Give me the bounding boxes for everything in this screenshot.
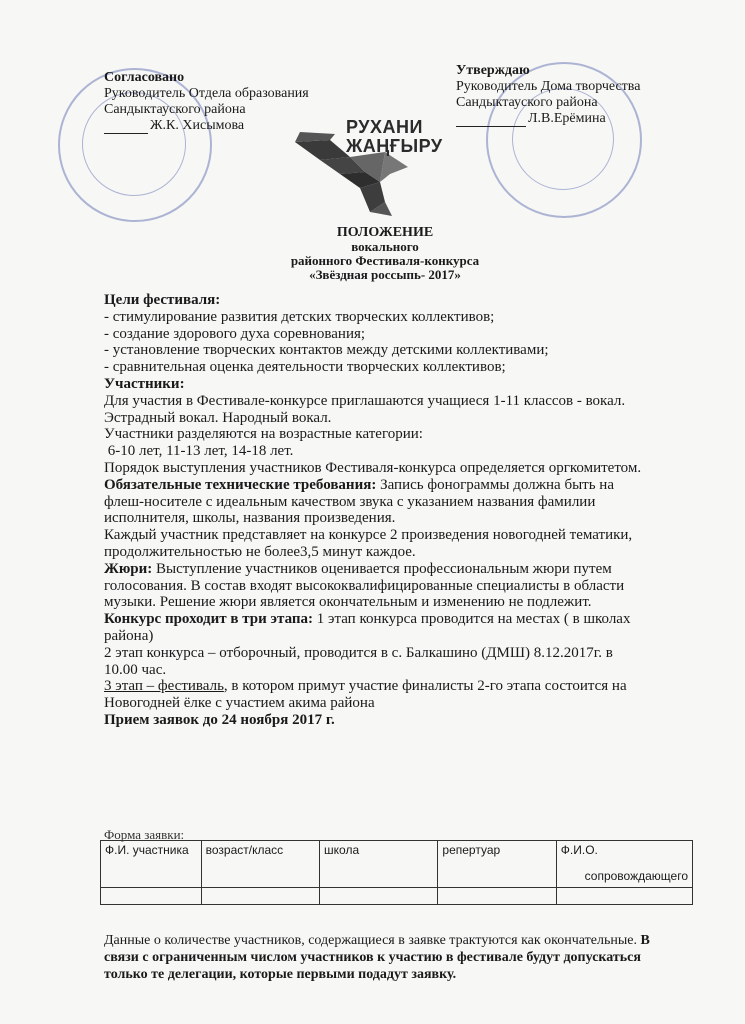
stages-paragraph: Конкурс проходит в три этапа: 1 этап конкурса проводится на местах ( в школах района) bbox=[104, 611, 631, 644]
participants-age-categories: 6-10 лет, 11-13 лет, 14-18 лет. bbox=[104, 443, 294, 460]
table-header-cell: Ф.И.О. сопровождающего bbox=[556, 841, 692, 888]
table-header-cell: репертуар bbox=[438, 841, 556, 888]
participants-paragraph-1: Для участия в Фестивале-конкурсе приглашаются учащиеся 1-11 классов - вокал. Эстрадный вокал. Народный вокал. bbox=[104, 392, 626, 426]
approval-left-line1: Руководитель Отдела образования bbox=[104, 86, 309, 101]
goals-heading: Цели фестиваля: bbox=[104, 292, 221, 308]
table-header-cell: школа bbox=[320, 841, 438, 888]
logo-wordmark: РУХАНИ ЖАҢҒЫРУ bbox=[346, 117, 443, 156]
table-cell[interactable] bbox=[101, 888, 202, 905]
approval-left-block bbox=[104, 70, 309, 134]
form-label: Форма заявки: bbox=[104, 827, 185, 842]
approval-right-line2: Сандыктауского района bbox=[456, 95, 598, 110]
table-row bbox=[101, 841, 693, 888]
approval-left-signatory: Ж.К. Хисымова bbox=[150, 118, 245, 133]
stages-paragraph-3: 3 этап – фестиваль, в котором примут участие финалисты 2-го этапа состоится на Новогодней ёлке с участием акима района bbox=[104, 678, 627, 712]
title-line2: вокального bbox=[351, 239, 419, 254]
approval-right-heading: Утверждаю bbox=[456, 63, 530, 78]
table-cell[interactable] bbox=[201, 888, 319, 905]
technical-paragraph-2: Каждый участник представляет на конкурсе 2 произведения новогодней тематики, продолжительностью не более3,5 минут каждое. bbox=[104, 527, 633, 560]
goal-item-1: - стимулирование развития детских творческих коллективов; bbox=[104, 308, 495, 325]
jury-heading: Жюри: bbox=[104, 560, 153, 577]
participants-paragraph-4: Порядок выступления участников Фестиваля-конкурса определяется оргкомитетом. bbox=[104, 459, 642, 476]
goal-item-4: - сравнительная оценка деятельности творческих коллективов; bbox=[104, 359, 506, 376]
table-cell[interactable] bbox=[320, 888, 438, 905]
goal-item-3: - установление творческих контактов между детскими коллективами; bbox=[104, 342, 549, 359]
approval-left-line2: Сандыктауского района bbox=[104, 102, 246, 117]
title-line1: ПОЛОЖЕНИЕ bbox=[336, 225, 434, 240]
title-line3: районного Фестиваля-конкурса bbox=[290, 253, 480, 268]
deadline-text: Прием заявок до 24 ноября 2017 г. bbox=[104, 711, 335, 728]
document-title bbox=[240, 226, 530, 282]
goal-item-2: - создание здорового духа соревнования; bbox=[104, 325, 366, 342]
application-form-table bbox=[100, 840, 693, 905]
approval-left-heading: Согласовано bbox=[104, 70, 185, 85]
technical-heading: Обязательные технические требования: bbox=[104, 476, 377, 493]
participants-paragraph-2: Участники разделяются на возрастные категории: bbox=[104, 426, 423, 443]
jury-paragraph: Жюри: Выступление участников оценивается профессиональным жюри путем голосования. В состав входят высококвалифицированные специалисты в области музыки. Решение жюри является окончательным и изменению не подлежит. bbox=[104, 560, 625, 611]
table-row bbox=[101, 888, 693, 905]
stages-paragraph-2: 2 этап конкурса – отборочный, проводится в с. Балкашино (ДМШ) 8.12.2017г. в 10.00 час. bbox=[104, 644, 613, 678]
title-line4: «Звёздная россыпь- 2017» bbox=[309, 267, 461, 282]
approval-right-signatory: Л.В.Ерёмина bbox=[528, 111, 606, 126]
participants-heading: Участники: bbox=[104, 375, 185, 392]
stages-heading: Конкурс проходит в три этапа: bbox=[104, 611, 314, 628]
table-cell[interactable] bbox=[438, 888, 556, 905]
technical-paragraph: Обязательные технические требования: Запись фонограммы должна быть на флеш-носителе с идеальным качеством звука с указанием названия фамилии исполнителя, школы, названия произведения. bbox=[104, 476, 614, 527]
document-body bbox=[104, 292, 644, 729]
table-cell[interactable] bbox=[556, 888, 692, 905]
footer-note: Данные о количестве участников, содержащиеся в заявке трактуются как окончательные. В связи с ограниченным числом участников к участию в фестивале будут допускаться только те делегации, которые первыми подадут заявку. bbox=[104, 933, 650, 982]
approval-right-block bbox=[456, 63, 640, 127]
table-header-cell: Ф.И. участника bbox=[101, 841, 202, 888]
table-header-cell: возраст/класс bbox=[201, 841, 319, 888]
approval-right-line1: Руководитель Дома творчества bbox=[456, 79, 641, 94]
